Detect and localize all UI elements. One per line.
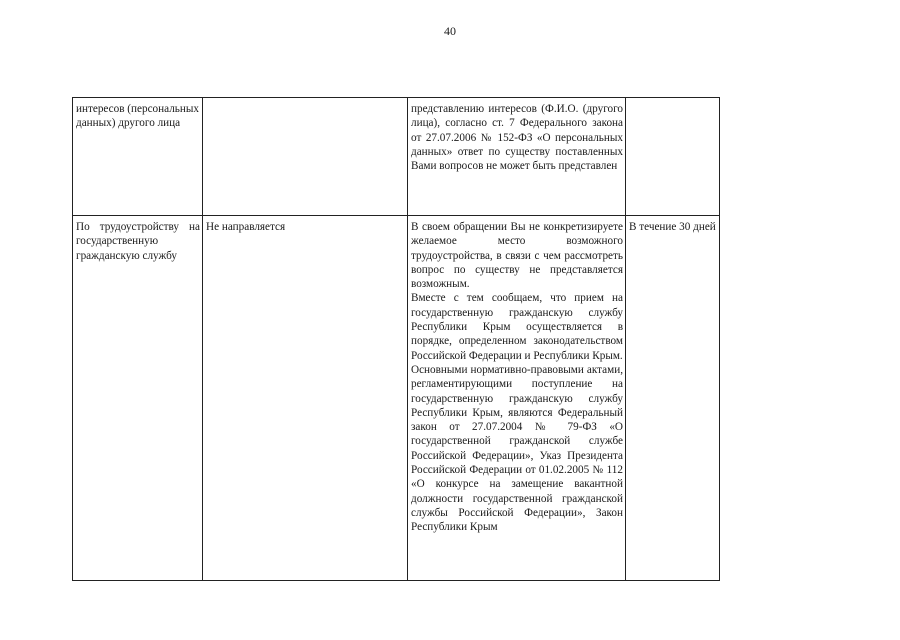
cell-text: интересов (персональных данных) другого лица <box>76 103 199 130</box>
table-cell-term <box>626 216 720 581</box>
table-cell-response <box>408 98 626 216</box>
table-row <box>73 98 720 216</box>
table-cell-response <box>408 216 626 581</box>
cell-paragraph: представлению интересов (Ф.И.О. (другого лица), согласно ст. 7 Федерального закона от 27.07.2006 № 152-ФЗ «О персональных данных» ответ по существу поставленных Вами вопросов не может быть представлен <box>411 103 623 173</box>
cell-paragraph: Вместе с тем сообщаем, что прием на государственную гражданскую службу Республики Крым осуществляется в порядке, определенном законодательством Российской Федерации и Республики Крым. <box>411 292 623 362</box>
cell-text: По трудоустройству на государственную гражданскую службу <box>76 221 200 262</box>
appeals-table <box>72 97 720 581</box>
cell-text: В течение 30 дней <box>629 221 716 233</box>
table-cell-topic <box>73 216 203 581</box>
table-cell-topic <box>73 98 203 216</box>
table-row <box>73 216 720 581</box>
table-cell-routing <box>203 98 408 216</box>
cell-paragraph: Основными нормативно-правовыми актами, регламентирующими поступление на государственную гражданскую службу Республики Крым, являются Федеральный закон от 27.07.2004 № 79-ФЗ «О государственной гражданской службе Российской Федерации», Указ Президента Российской Федерации от 01.02.2005 № 112 «О конкурсе на замещение вакантной должности государственной гражданской службы Российской Федерации», Закон Республики Крым <box>411 363 623 534</box>
table-cell-term <box>626 98 720 216</box>
table-cell-routing <box>203 216 408 581</box>
page-number: 40 <box>444 24 456 38</box>
cell-paragraph: В своем обращении Вы не конкретизируете желаемое место возможного трудоустройства, в связи с чем рассмотреть вопрос по существу не представляется возможным. <box>411 221 623 291</box>
cell-text: Не направляется <box>206 221 286 233</box>
